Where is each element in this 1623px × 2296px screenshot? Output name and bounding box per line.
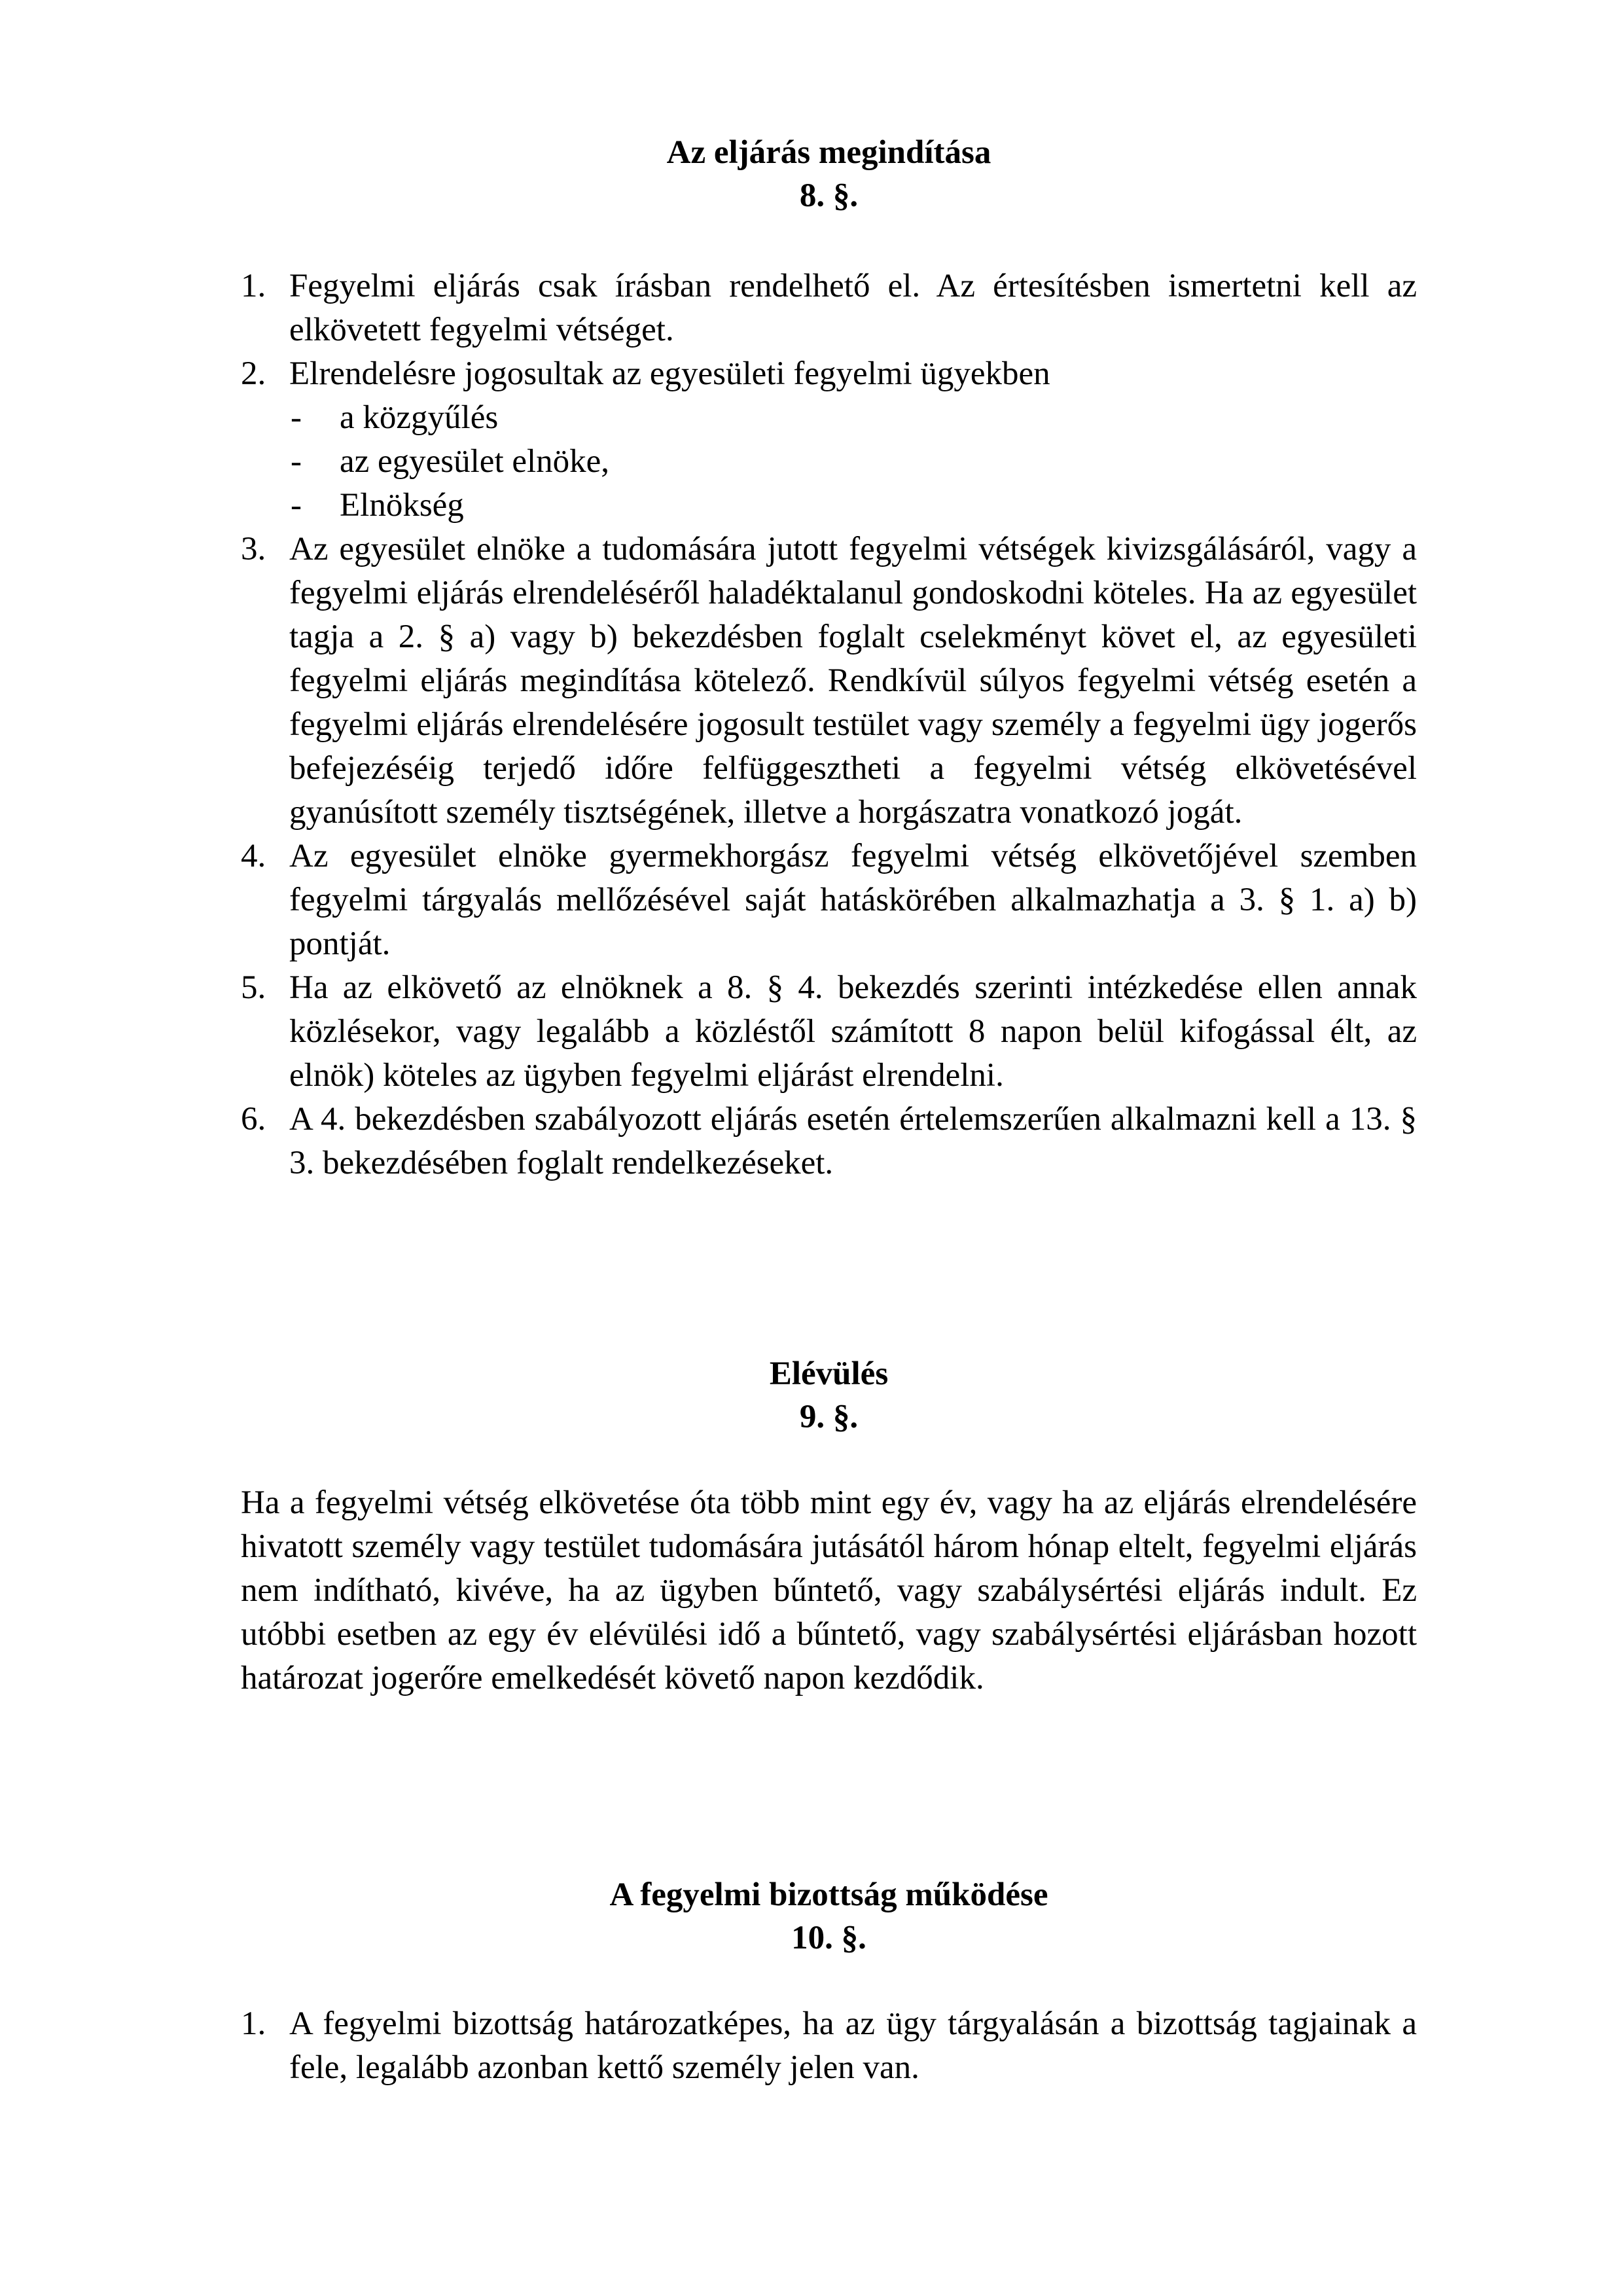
dash-list xyxy=(241,396,1417,528)
item-number: 5. xyxy=(241,969,266,1006)
list-item xyxy=(241,264,1417,352)
dash-marker: - xyxy=(291,399,302,436)
paragraph-number: 10. §. xyxy=(791,1920,866,1956)
section-fegyelmi-bizottsag-mukodese xyxy=(241,1873,1417,2090)
list-item xyxy=(241,2002,1417,2090)
list-item xyxy=(241,834,1417,966)
item-text: Fegyelmi eljárás csak írásban rendelhető el. Az értesítésben ismertetni kell az elkövetett fegyelmi vétséget. xyxy=(289,268,1417,348)
numbered-list xyxy=(241,2002,1417,2090)
section-eljaras-meginditasa xyxy=(241,131,1417,1185)
dash-marker: - xyxy=(291,443,302,480)
list-item xyxy=(241,352,1417,396)
item-text: Elrendelésre jogosultak az egyesületi fegyelmi ügyekben xyxy=(289,355,1050,392)
numbered-list xyxy=(241,264,1417,396)
item-text: Az egyesület elnöke a tudomására jutott fegyelmi vétségek kivizsgálásáról, vagy a fegyelmi eljárás elrendeléséről haladéktalanul gondoskodni köteles. Ha az egyesület tagja a 2. § a) vagy b) bekezdésben foglalt cselekményt követ el, az egyesületi fegyelmi eljárás megindítása kötelező. Rendkívül súlyos fegyelmi vétség esetén a fegyelmi eljárás elrendelésére jogosult testület vagy személy a fegyelmi ügy jogerős befejezéséig terjedő időre felfüggesztheti a fegyelmi vétség elkövetésével gyanúsított személy tisztségének, illetve a horgászatra vonatkozó jogát. xyxy=(289,531,1417,831)
dash-item-text: az egyesület elnöke, xyxy=(340,443,610,480)
numbered-list xyxy=(241,528,1417,1185)
item-text: A 4. bekezdésben szabályozott eljárás esetén értelemszerűen alkalmazni kell a 13. § 3. bekezdésében foglalt rendelkezéseket. xyxy=(289,1101,1417,1181)
item-number: 1. xyxy=(241,2005,266,2042)
dash-item xyxy=(241,396,1417,440)
item-number: 6. xyxy=(241,1101,266,1138)
item-number: 3. xyxy=(241,531,266,567)
section-paragraph: Ha a fegyelmi vétség elkövetése óta több mint egy év, vagy ha az eljárás elrendelésére hivatott személy vagy testület tudomására jutásától három hónap eltelt, fegyelmi eljárás nem indítható, kivéve, ha az ügyben bűntető, vagy szabálysértési eljárás indult. Ez utóbbi esetben az egy év elévülési idő a bűntető, vagy szabálysértési eljárásban hozott határozat jogerőre emelkedését követő napon kezdődik. xyxy=(241,1484,1417,1696)
item-text: Az egyesület elnöke gyermekhorgász fegyelmi vétség elkövetőjével szemben fegyelmi tárgyalás mellőzésével saját hatáskörében alkalmazhatja a 3. § 1. a) b) pontját. xyxy=(289,838,1417,962)
item-number: 2. xyxy=(241,355,266,392)
section-elevules xyxy=(241,1352,1417,1700)
list-item xyxy=(241,966,1417,1098)
list-item xyxy=(241,528,1417,834)
paragraph-number: 8. §. xyxy=(799,177,859,214)
dash-item xyxy=(241,484,1417,528)
list-item xyxy=(241,1098,1417,1185)
paragraph-number: 9. §. xyxy=(799,1399,859,1435)
item-text: A fegyelmi bizottság határozatképes, ha az ügy tárgyalásán a bizottság tagjainak a fele, legalább azonban kettő személy jelen van. xyxy=(289,2005,1417,2086)
section-title: A fegyelmi bizottság működése xyxy=(609,1876,1048,1913)
item-number: 1. xyxy=(241,268,266,304)
section-title: Elévülés xyxy=(769,1355,889,1392)
dash-item-text: Elnökség xyxy=(340,487,464,524)
section-title: Az eljárás megindítása xyxy=(666,134,991,171)
dash-marker: - xyxy=(291,487,302,524)
item-text: Ha az elkövető az elnöknek a 8. § 4. bekezdés szerinti intézkedése ellen annak közlésekor, vagy legalább a közléstől számított 8 napon belül kifogással élt, az elnök) köteles az ügyben fegyelmi eljárást elrendelni. xyxy=(289,969,1417,1094)
dash-item-text: a közgyűlés xyxy=(340,399,499,436)
item-number: 4. xyxy=(241,838,266,874)
dash-item xyxy=(241,440,1417,484)
